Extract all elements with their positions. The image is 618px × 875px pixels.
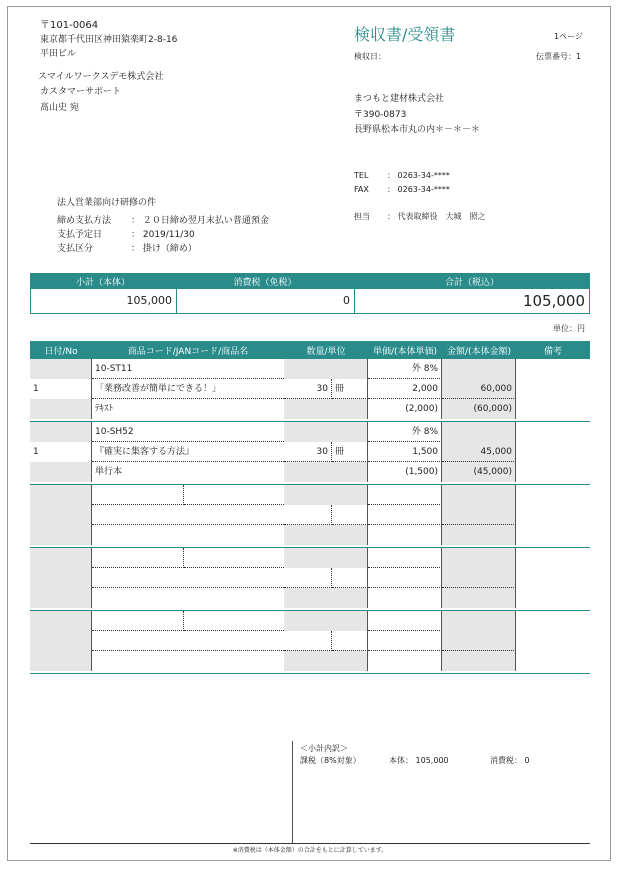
inspection-date-label: 検収日： bbox=[354, 52, 386, 61]
item-no: 1 bbox=[30, 442, 92, 462]
issuer-tel: ： 0263-34-**** bbox=[387, 171, 450, 180]
issuer-fax: ： 0263-34-**** bbox=[387, 185, 450, 194]
items-header bbox=[30, 341, 590, 359]
summary-header-total: 合計（税込） bbox=[444, 277, 499, 288]
subject: 法人営業部向け研修の件 bbox=[57, 198, 157, 208]
header-note: 備考 bbox=[543, 346, 562, 357]
terms-label-2: 支払区分 bbox=[57, 244, 94, 254]
item-tax-type: 外 8% bbox=[368, 359, 442, 379]
header-amount: 金額/(本体金額) bbox=[446, 346, 512, 357]
issuer-rep-label: 担当 bbox=[354, 212, 370, 221]
summary-header-tax: 消費税（免税） bbox=[233, 277, 297, 288]
item-amount: 45,000 bbox=[442, 442, 516, 462]
breakdown-tax-label: 課税（8%対象） bbox=[300, 756, 361, 765]
item-price-sub: (1,500) bbox=[368, 462, 442, 482]
summary-total: 105,000 bbox=[522, 292, 585, 310]
item-qty: 30 bbox=[284, 442, 332, 462]
empty-item-group bbox=[30, 548, 590, 611]
item-no: 1 bbox=[30, 379, 92, 399]
receipt-document bbox=[7, 6, 611, 861]
document-title: 検収書/受領書 bbox=[354, 25, 456, 44]
item-tax-type: 外 8% bbox=[368, 422, 442, 442]
recipient-company: スマイルワークスデモ株式会社 bbox=[38, 72, 164, 82]
item-unit: 冊 bbox=[332, 379, 368, 399]
terms-value-1: ： 2019/11/30 bbox=[131, 230, 195, 240]
slip-number: 伝票番号：1 bbox=[536, 52, 582, 61]
item-amount: 60,000 bbox=[442, 379, 516, 399]
item-code: 10-SH52 bbox=[92, 422, 284, 442]
issuer-tel-label: TEL bbox=[354, 171, 369, 180]
footer-rule bbox=[30, 843, 590, 844]
recipient-dept: カスタマーサポート bbox=[40, 87, 122, 97]
header-date-no: 日付/No bbox=[44, 346, 78, 357]
issuer-rep: ： 代表取締役 大城 照之 bbox=[387, 212, 486, 221]
terms-label-0: 締め支払方法 bbox=[57, 216, 112, 226]
page-number: 1ページ bbox=[554, 32, 583, 41]
header-unit-price: 単価/(本体単価) bbox=[372, 346, 438, 357]
issuer-company: まつもと建材株式会社 bbox=[354, 94, 445, 104]
item-note: ﾃｷｽﾄ bbox=[95, 404, 114, 414]
items-table bbox=[30, 341, 590, 674]
issuer-address: 長野県松本市丸の内＊－＊－＊ bbox=[354, 125, 481, 135]
issuer-fax-label: FAX bbox=[354, 185, 369, 194]
empty-item-group bbox=[30, 485, 590, 548]
item-group bbox=[30, 422, 590, 485]
summary-subtotal: 105,000 bbox=[31, 289, 177, 313]
footer-note: ※消費税は（本体金額）の合計をもとに計算しています。 bbox=[232, 847, 388, 854]
item-code: 10-ST11 bbox=[92, 359, 284, 379]
breakdown-tax: 消費税： 0 bbox=[490, 756, 530, 765]
terms-value-0: ： ２０日締め翌月末払い普通預金 bbox=[131, 216, 269, 226]
recipient-person: 髙山史 宛 bbox=[40, 103, 79, 113]
item-name: 『確実に集客する方法』 bbox=[92, 442, 284, 462]
item-unit: 冊 bbox=[332, 442, 368, 462]
terms-label-1: 支払予定日 bbox=[57, 230, 103, 240]
unit-label: 単位：円 bbox=[553, 324, 585, 333]
item-group bbox=[30, 359, 590, 422]
summary-table bbox=[30, 273, 590, 314]
summary-header-subtotal: 小計（本体） bbox=[75, 277, 130, 288]
summary-tax: 0 bbox=[177, 289, 355, 313]
item-amount-sub: (45,000) bbox=[442, 462, 516, 482]
sender-address: 東京都千代田区神田猿楽町2-8-16 bbox=[40, 35, 178, 45]
empty-item-group bbox=[30, 611, 590, 674]
header-qty: 数量/単位 bbox=[306, 346, 346, 357]
item-note: 単行本 bbox=[95, 467, 123, 477]
item-price: 1,500 bbox=[368, 442, 442, 462]
sender-building: 平田ビル bbox=[40, 49, 77, 59]
item-name: 「業務改善が簡単にできる！」 bbox=[92, 379, 284, 399]
item-price: 2,000 bbox=[368, 379, 442, 399]
item-price-sub: (2,000) bbox=[368, 399, 442, 419]
item-qty: 30 bbox=[284, 379, 332, 399]
terms-value-2: ： 掛け（締め） bbox=[131, 244, 197, 254]
sender-zip: 〒101-0064 bbox=[40, 20, 99, 31]
header-product: 商品コード/JANコード/商品名 bbox=[127, 346, 249, 357]
item-amount-sub: (60,000) bbox=[442, 399, 516, 419]
breakdown-body: 本体： 105,000 bbox=[389, 756, 449, 765]
issuer-zip: 〒390-0873 bbox=[354, 110, 407, 120]
breakdown-title: ＜小計内訳＞ bbox=[300, 744, 348, 753]
